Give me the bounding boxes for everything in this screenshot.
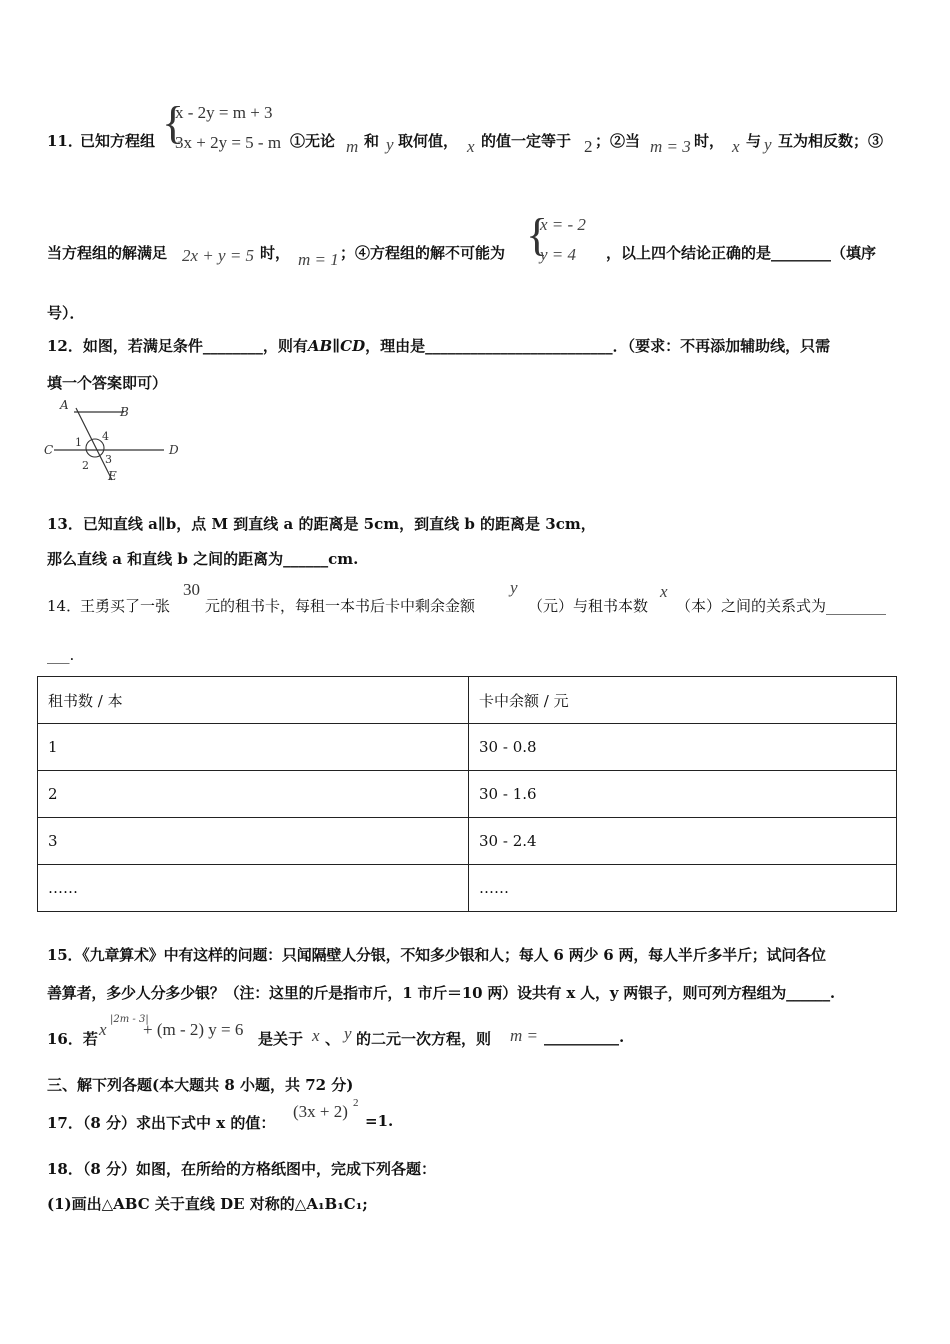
q11-two: 2: [584, 137, 593, 156]
q15-line-2: 善算者，多少人分多少银？（注：这里的斤是指市斤，1 市斤＝10 两）设共有 x 人，y 两银子，则可列方程组为______.: [47, 984, 835, 1002]
q11-line2-start: 当方程组的解满足: [47, 244, 168, 262]
label-b: B: [120, 405, 129, 419]
q12-text-a: 12．如图，若满足条件________，则有: [47, 337, 308, 355]
q16-after: 的二元一次方程，则: [356, 1030, 492, 1048]
q11-solution-y: y = 4: [540, 245, 577, 264]
q11-statement-1: ①无论: [290, 132, 336, 150]
q12-text-b: ，理由是_________________________．（要求：不再添加辅助线，只需: [365, 337, 831, 355]
q16-m-eq: m =: [510, 1026, 538, 1045]
q11-equation-2: 3x + 2y = 5 - m: [175, 133, 282, 152]
q17-post: =1.: [365, 1112, 394, 1130]
table-cell: 30 - 1.6: [469, 771, 897, 818]
section-3-heading: 三、解下列各题(本大题共 8 小题，共 72 分): [47, 1076, 354, 1094]
q16-exponent: |2m - 3|: [110, 1014, 149, 1025]
q11-m-eq-1: m = 1: [298, 250, 339, 269]
angle-label-4: 4: [102, 430, 109, 443]
q11-with: 与: [746, 132, 762, 150]
table-cell: 2: [38, 771, 469, 818]
q11-tail: ，以上四个结论正确的是________（填序: [606, 244, 877, 262]
left-brace-icon: {: [162, 97, 185, 148]
q12-line-1: [47, 335, 830, 356]
q16-about: 是关于: [258, 1030, 304, 1048]
q11-condition: 2x + y = 5: [182, 246, 255, 265]
table-header-cell: 租书数 / 本: [38, 677, 469, 724]
table-cell: 1: [38, 724, 469, 771]
q16-base-x: x: [99, 1020, 107, 1039]
q11-any-value: 取何值，: [398, 132, 459, 150]
q11-statement-4: ；④方程组的解不可能为: [340, 244, 506, 262]
table-cell: 30 - 0.8: [469, 724, 897, 771]
q11-var-m: m: [346, 137, 359, 156]
q11-opposite: 互为相反数；③: [778, 132, 884, 150]
q18-line-2: (1)画出△ABC 关于直线 DE 对称的△A₁B₁C₁;: [47, 1195, 368, 1213]
angle-label-3: 3: [105, 453, 112, 466]
q11-when-2: 时，: [260, 244, 291, 262]
q14-text-d: （本）之间的关系式为________: [676, 597, 887, 615]
q11-line3: 号）．: [47, 304, 85, 322]
q11-when: 时，: [694, 132, 725, 150]
q14-thirty: 30: [183, 580, 200, 599]
q11-statement-2: ；②当: [595, 132, 641, 150]
q17-prefix: 17．（8 分）求出下式中 x 的值：: [47, 1114, 276, 1132]
table-row: [38, 865, 897, 912]
label-d: D: [169, 443, 179, 457]
q12-figure: [40, 400, 190, 488]
table-row: [38, 818, 897, 865]
table-header-row: [38, 677, 897, 724]
q18-line-1: 18．（8 分）如图，在所给的方格纸图中，完成下列各题：: [47, 1160, 437, 1178]
q11-number: 11．: [47, 132, 83, 150]
q16-separator: 、: [325, 1030, 341, 1048]
q17-expression: (3x + 2): [293, 1102, 348, 1121]
q14-number: 14．: [47, 597, 82, 615]
q17-superscript: 2: [353, 1097, 359, 1109]
q14-var-x: x: [660, 582, 668, 601]
q15-line-1: 15．《九章算术》中有这样的问题：只闻隔壁人分银，不知多少银和人；每人 6 两少 6 两，每人半斤多半斤；试问各位: [47, 946, 826, 964]
q14-table: [37, 676, 897, 912]
label-c: C: [44, 443, 54, 457]
table-cell: 30 - 2.4: [469, 818, 897, 865]
q14-text-a: 王勇买了一张: [80, 597, 171, 615]
q13-line-1: 13．已知直线 a∥b，点 M 到直线 a 的距离是 5cm，到直线 b 的距离是 3cm，: [47, 515, 596, 533]
left-brace-icon: {: [526, 209, 549, 260]
q14-text-b: 元的租书卡，每租一本书后卡中剩余金额: [205, 597, 476, 615]
q14-var-y: y: [510, 578, 518, 597]
label-e: E: [108, 469, 117, 483]
q13-line-2: 那么直线 a 和直线 b 之间的距离为______cm.: [47, 550, 359, 568]
table-header-cell: 卡中余额 / 元: [469, 677, 897, 724]
q11-and: 和: [364, 132, 380, 150]
q11-m-eq-3: m = 3: [650, 137, 691, 156]
angle-label-2: 2: [82, 459, 89, 472]
q16-number: 16．若: [47, 1030, 98, 1048]
q11-equation-1: x - 2y = m + 3: [175, 103, 273, 122]
table-cell: ……: [38, 865, 469, 912]
q14-text-e: ___.: [47, 646, 75, 664]
table-cell: ……: [469, 865, 897, 912]
q11-var-y-2: y: [764, 135, 772, 154]
q11-var-y: y: [386, 135, 394, 154]
q11-solution-x: x = - 2: [540, 215, 586, 234]
q16-var-y: y: [344, 1024, 352, 1043]
q16-var-x: x: [312, 1026, 320, 1045]
q11-var-x-2: x: [732, 137, 740, 156]
q11-var-x: x: [467, 137, 475, 156]
q16-rest: + (m - 2) y = 6: [143, 1020, 244, 1039]
table-cell: 3: [38, 818, 469, 865]
table-row: [38, 771, 897, 818]
q16-blank: __________.: [544, 1028, 625, 1046]
q12-parallel: AB∥CD: [307, 337, 366, 355]
q12-line-2: 填一个答案即可）: [47, 374, 168, 392]
label-a: A: [60, 400, 69, 412]
q11-always: 的值一定等于: [481, 132, 572, 150]
table-row: [38, 724, 897, 771]
q14-text-c: （元）与租书本数: [528, 597, 649, 615]
q11-intro: 已知方程组: [80, 132, 156, 150]
angle-label-1: 1: [75, 436, 82, 449]
